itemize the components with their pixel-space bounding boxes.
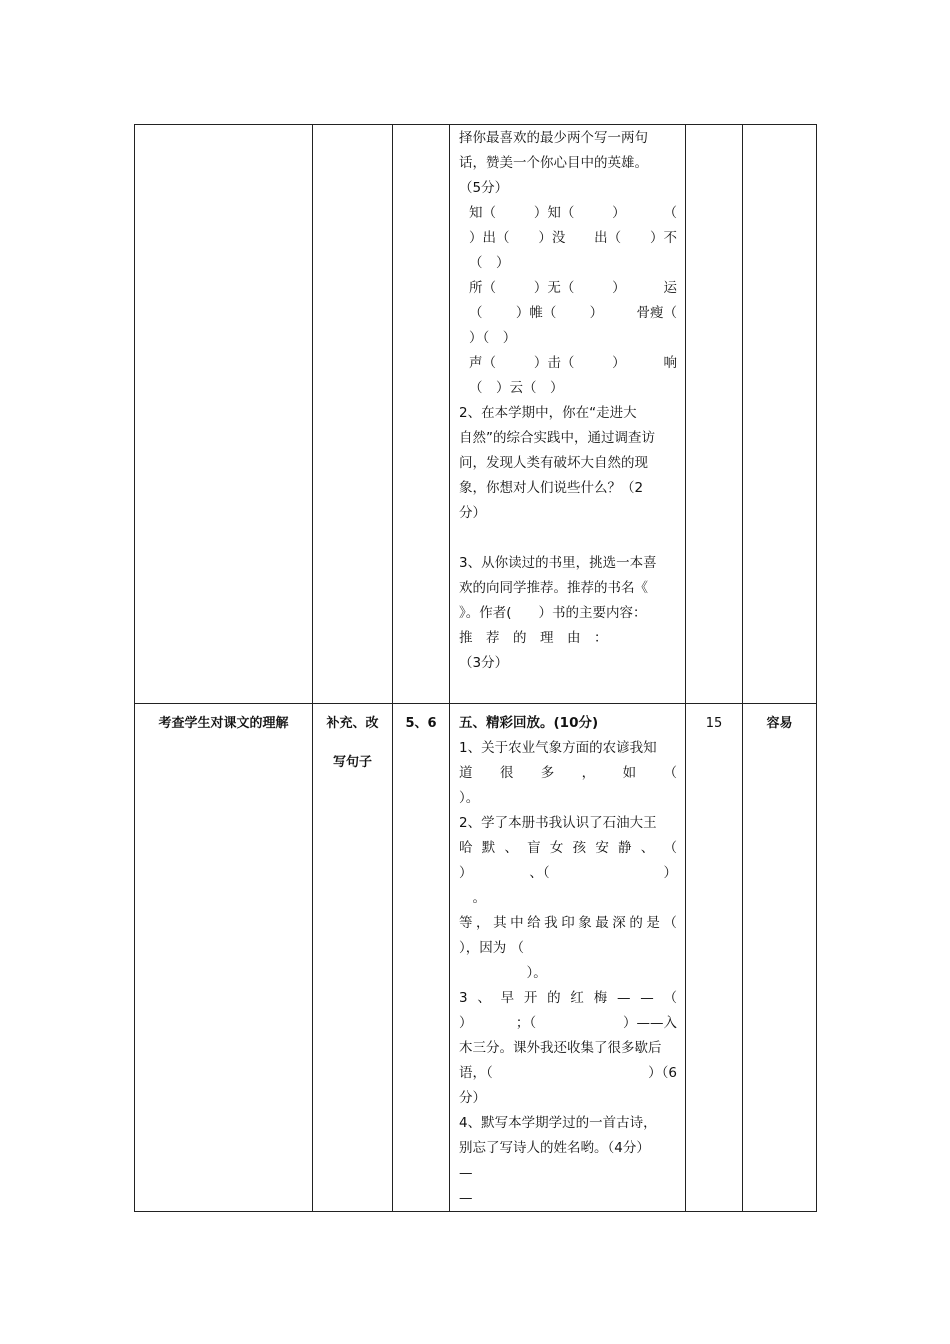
text-fragment: ）击（ — [533, 355, 575, 371]
score-cell — [686, 125, 743, 704]
text-fragment: 印 — [561, 915, 575, 931]
blank-line — [459, 526, 677, 551]
text-fragment: ， — [581, 765, 596, 781]
question-text-line: 别忘了写诗人的姓名哟。（4分） — [459, 1140, 650, 1156]
idiom-fill-line — [459, 276, 677, 301]
type-cell — [313, 125, 393, 704]
text-fragment: 声（ — [469, 355, 496, 371]
question-text-line: 分） — [459, 505, 486, 521]
question-text-line — [459, 861, 677, 886]
text-fragment: ） — [612, 355, 626, 371]
text-fragment: （ — [663, 990, 677, 1006]
idiom-fill-line — [459, 326, 677, 351]
text-fragment: ）帷（ — [515, 305, 557, 321]
difficulty-cell — [743, 704, 817, 1212]
text-fragment: 是 — [646, 915, 660, 931]
text-fragment: ， — [476, 915, 490, 931]
text-fragment: ） — [459, 865, 473, 881]
text-fragment: 知（ — [469, 205, 496, 221]
text-fragment: （ ） — [469, 255, 510, 271]
text-fragment: 骨瘦（ — [636, 305, 677, 321]
text-fragment: 开 — [523, 990, 538, 1006]
idiom-fill-line — [459, 201, 677, 226]
text-fragment: 默 — [481, 840, 496, 856]
idiom-fill-line — [459, 251, 677, 276]
text-fragment: 哈 — [459, 840, 473, 856]
text-fragment: （ — [663, 765, 677, 781]
text-fragment: 最 — [595, 915, 609, 931]
text-fragment: 语，（ — [459, 1065, 493, 1081]
text-fragment: 3 — [459, 990, 468, 1006]
question-text-line: 欢的向同学推荐。推荐的书名《 — [459, 580, 648, 596]
text-fragment: （ — [663, 915, 677, 931]
text-fragment: ；（ — [515, 1015, 537, 1031]
idiom-fill-line — [459, 376, 677, 401]
question-text-line: 分） — [459, 1090, 486, 1106]
text-fragment: 深 — [612, 915, 626, 931]
idiom-fill-line — [459, 226, 677, 251]
text-fragment: 的 — [629, 915, 643, 931]
text-fragment: 响 — [663, 355, 677, 371]
question-content-cell — [450, 125, 686, 704]
text-fragment: （ ）云（ ） — [469, 380, 564, 396]
question-no-text: 5、6 — [405, 716, 437, 731]
question-text-line — [459, 761, 677, 786]
question-text-line — [459, 836, 677, 861]
idiom-fill-line — [459, 301, 677, 326]
text-fragment: 多 — [540, 765, 555, 781]
text-fragment: （ — [469, 305, 483, 321]
difficulty-cell — [743, 125, 817, 704]
objective-cell — [135, 704, 313, 1212]
idiom-fill-line — [459, 351, 677, 376]
question-text-line: 自然”的综合实践中，通过调查访 — [459, 430, 655, 446]
objective-cell — [135, 125, 313, 704]
text-fragment: ） — [459, 1015, 473, 1031]
question-text-line: （3分） — [459, 655, 509, 671]
text-fragment: ）不 — [649, 230, 677, 246]
question-text-line — [459, 1061, 677, 1086]
text-fragment: 、 — [504, 840, 518, 856]
text-fragment: ） — [589, 305, 604, 321]
question-text-line: 2、学了本册书我认识了石油大王 — [459, 815, 657, 831]
question-text-line: 择你最喜欢的最少两个写一两句 — [459, 130, 648, 146]
question-no-cell — [393, 125, 450, 704]
text-fragment: 道 — [459, 765, 473, 781]
text-fragment: — — [616, 990, 631, 1006]
question-text-line — [459, 911, 677, 936]
question-text-line: 1、关于农业气象方面的农谚我知 — [459, 740, 657, 756]
text-fragment: 红 — [570, 990, 584, 1006]
answer-dash-line: — — [459, 1190, 473, 1206]
text-fragment: 很 — [499, 765, 514, 781]
text-fragment: 孩 — [572, 840, 587, 856]
text-fragment: ） — [612, 280, 626, 296]
objective-text: 考查学生对课文的理解 — [158, 716, 289, 731]
question-text-line: 2、在本学期中，你在“走进大 — [459, 405, 637, 421]
text-fragment: 所（ — [469, 280, 496, 296]
question-text-line — [459, 1011, 677, 1036]
question-text-line: ），因为 （ — [459, 940, 525, 956]
text-fragment: ）出（ — [469, 230, 510, 246]
question-text-line: 话，赞美一个你心目中的英雄。 — [459, 155, 648, 171]
text-fragment: 盲 — [527, 840, 541, 856]
section-heading: 五、精彩回放。(10分) — [459, 715, 599, 731]
text-fragment: （ — [663, 205, 677, 221]
question-text-line: （5分） — [459, 180, 509, 196]
text-fragment: 如 — [622, 765, 637, 781]
exam-analysis-table — [134, 124, 817, 1212]
type-text-line2: 写句子 — [332, 755, 372, 770]
score-text: 15 — [705, 716, 723, 731]
question-text-line: 4、默写本学期学过的一首古诗， — [459, 1115, 657, 1131]
question-text-line: 》。作者( ）书的主要内容： — [459, 605, 647, 621]
table-row — [135, 704, 817, 1212]
text-fragment: 等 — [459, 915, 473, 931]
text-fragment: 梅 — [593, 990, 608, 1006]
text-fragment: ） — [663, 865, 677, 881]
text-fragment: 、 — [640, 840, 655, 856]
text-fragment: ）（ ） — [469, 330, 517, 346]
text-fragment: （ — [663, 840, 677, 856]
text-fragment: 、 — [477, 990, 491, 1006]
text-fragment: 静 — [618, 840, 632, 856]
question-text-line: 3、从你读过的书里，挑选一本喜 — [459, 555, 657, 571]
type-text-line1: 补充、改 — [326, 716, 379, 731]
difficulty-text: 容易 — [766, 716, 793, 731]
text-fragment: 运 — [663, 280, 677, 296]
question-text-line: 象，你想对人们说些什么？（2 — [459, 480, 644, 496]
text-fragment: 早 — [500, 990, 515, 1006]
type-cell — [313, 704, 393, 1212]
text-fragment: ）——入 — [622, 1015, 677, 1031]
text-fragment: 、（ — [529, 865, 550, 881]
text-fragment: — — [640, 990, 654, 1006]
question-no-cell — [393, 704, 450, 1212]
question-text-line: 木三分。课外我还收集了很多歇后 — [459, 1040, 662, 1056]
score-cell — [686, 704, 743, 1212]
table-row — [135, 125, 817, 704]
question-text-line: ）。 — [459, 965, 547, 981]
text-fragment: 安 — [595, 840, 609, 856]
question-text-line: 问，发现人类有破坏大自然的现 — [459, 455, 648, 471]
text-fragment: 象 — [578, 915, 592, 931]
question-text-line: 推 荐 的 理 由 ： — [459, 630, 608, 646]
text-fragment: 中 — [510, 915, 524, 931]
text-fragment: 我 — [544, 915, 558, 931]
text-fragment: ）（6 — [648, 1065, 677, 1081]
text-fragment: ）知（ — [533, 205, 575, 221]
text-fragment: ）无（ — [533, 280, 575, 296]
answer-dash-line: — — [459, 1165, 473, 1181]
question-text-line: ）。 — [459, 790, 480, 806]
question-text-line — [459, 986, 677, 1011]
question-content-cell — [450, 704, 686, 1212]
text-fragment: 出（ — [594, 230, 622, 246]
question-text-line: 。 — [459, 890, 486, 906]
text-fragment: ） — [612, 205, 626, 221]
text-fragment: ）没 — [538, 230, 566, 246]
text-fragment: 女 — [549, 840, 564, 856]
text-fragment: 的 — [547, 990, 561, 1006]
text-fragment: 给 — [527, 915, 541, 931]
text-fragment: 其 — [493, 915, 507, 931]
